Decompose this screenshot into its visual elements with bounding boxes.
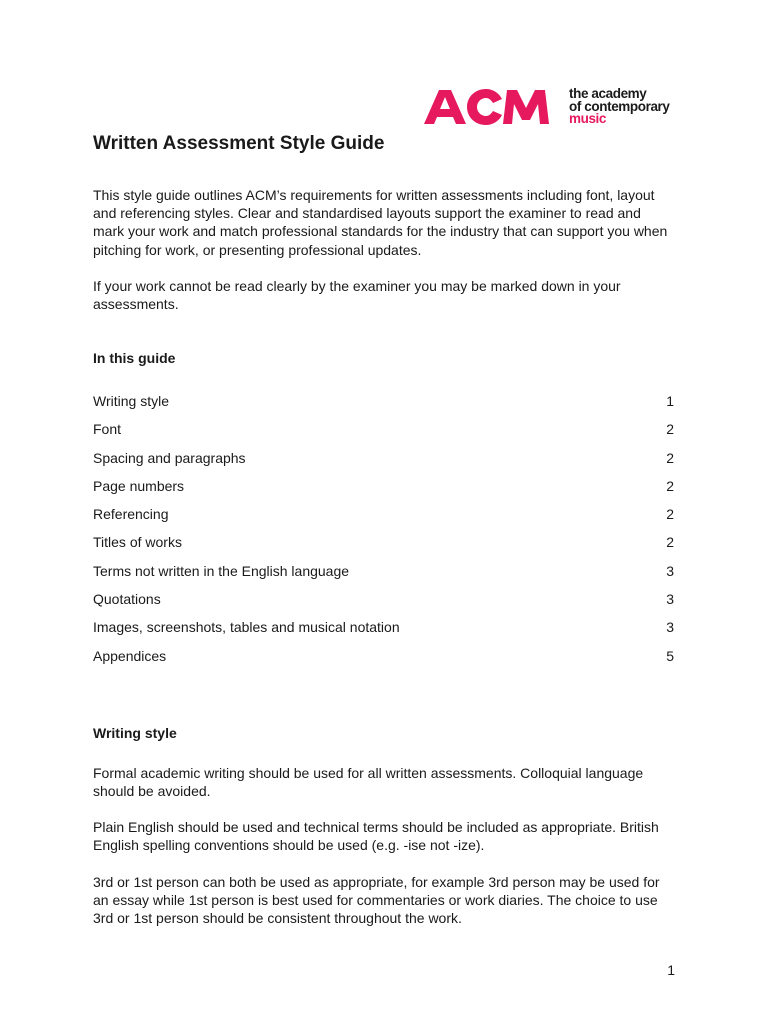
toc-heading: In this guide: [93, 350, 176, 366]
toc-entry-page: 3: [666, 591, 674, 608]
toc-entry-page: 1: [666, 393, 674, 409]
section-paragraph: [93, 818, 683, 854]
toc-entry[interactable]: [93, 617, 676, 645]
acm-logo: [424, 86, 676, 128]
section-line: should be avoided.: [93, 783, 211, 800]
section-line: Formal academic writing should be used for all written assessments. Colloquial language: [93, 765, 644, 781]
warning-line: If your work cannot be read clearly by the examiner you may be marked down in your: [93, 278, 621, 294]
toc-entry[interactable]: [93, 589, 676, 617]
toc-entry[interactable]: [93, 391, 676, 419]
page-number: 1: [667, 962, 675, 978]
toc-entry[interactable]: [93, 532, 676, 560]
toc-entry-page: 2: [666, 421, 674, 438]
toc-entry[interactable]: [93, 448, 676, 476]
toc-entry[interactable]: [93, 504, 676, 532]
warning-paragraph: [93, 277, 683, 313]
toc-entry-title: Quotations: [93, 591, 161, 608]
toc-entry[interactable]: [93, 419, 676, 447]
toc-entry-page: 3: [666, 619, 674, 636]
intro-line: and referencing styles. Clear and standardised layouts support the examiner to read and: [93, 205, 641, 222]
section-heading-writing-style: Writing style: [93, 725, 177, 741]
toc-entry-page: 2: [666, 534, 674, 551]
logo-line-1: the academy: [569, 86, 647, 101]
acm-logo-wordmark: [569, 88, 670, 126]
toc-entry-page: 2: [666, 449, 674, 466]
intro-line: mark your work and match professional standards for the industry that can support you when: [93, 223, 668, 240]
toc-entry-title: Font: [93, 421, 122, 438]
toc-entry-page: 2: [666, 506, 674, 523]
toc-entry[interactable]: [93, 561, 676, 589]
section-line: English spelling conventions should be used (e.g. -ise not -ize).: [93, 837, 485, 854]
table-of-contents: [93, 391, 676, 674]
warning-line: assessments.: [93, 296, 179, 313]
toc-entry-title: Appendices: [93, 647, 167, 664]
acm-logo-mark-icon: [424, 86, 564, 128]
section-paragraph: [93, 873, 683, 928]
toc-entry[interactable]: [93, 476, 676, 504]
intro-paragraph: [93, 186, 683, 259]
logo-line-2: of contemporary: [569, 98, 670, 114]
toc-entry-title: Images, screenshots, tables and musical notation: [93, 619, 400, 636]
toc-entry-title: Referencing: [93, 506, 169, 523]
section-line: 3rd or 1st person should be consistent throughout the work.: [93, 910, 462, 927]
toc-entry-page: 2: [666, 477, 674, 494]
toc-entry-title: Terms not written in the English language: [93, 562, 350, 579]
toc-entry-page: 3: [666, 562, 674, 579]
section-line: 3rd or 1st person can both be used as appropriate, for example 3rd person may be used for: [93, 874, 660, 890]
toc-entry-title: Page numbers: [93, 477, 185, 494]
intro-line: pitching for work, or presenting professional updates.: [93, 241, 422, 258]
logo-line-3: music: [569, 111, 607, 126]
section-line: an essay while 1st person is best used for commentaries or work diaries. The choice to use: [93, 892, 658, 909]
section-paragraph: [93, 764, 683, 800]
toc-entry[interactable]: [93, 646, 676, 674]
intro-line: This style guide outlines ACM’s requirements for written assessments including font, layout: [93, 187, 655, 203]
toc-entry-title: Spacing and paragraphs: [93, 449, 246, 466]
document-title: Written Assessment Style Guide: [93, 133, 385, 154]
section-line: Plain English should be used and technical terms should be included as appropriate. British: [93, 819, 659, 835]
toc-entry-title: Writing style: [93, 393, 169, 409]
toc-entry-page: 5: [666, 647, 674, 664]
toc-entry-title: Titles of works: [93, 534, 182, 551]
